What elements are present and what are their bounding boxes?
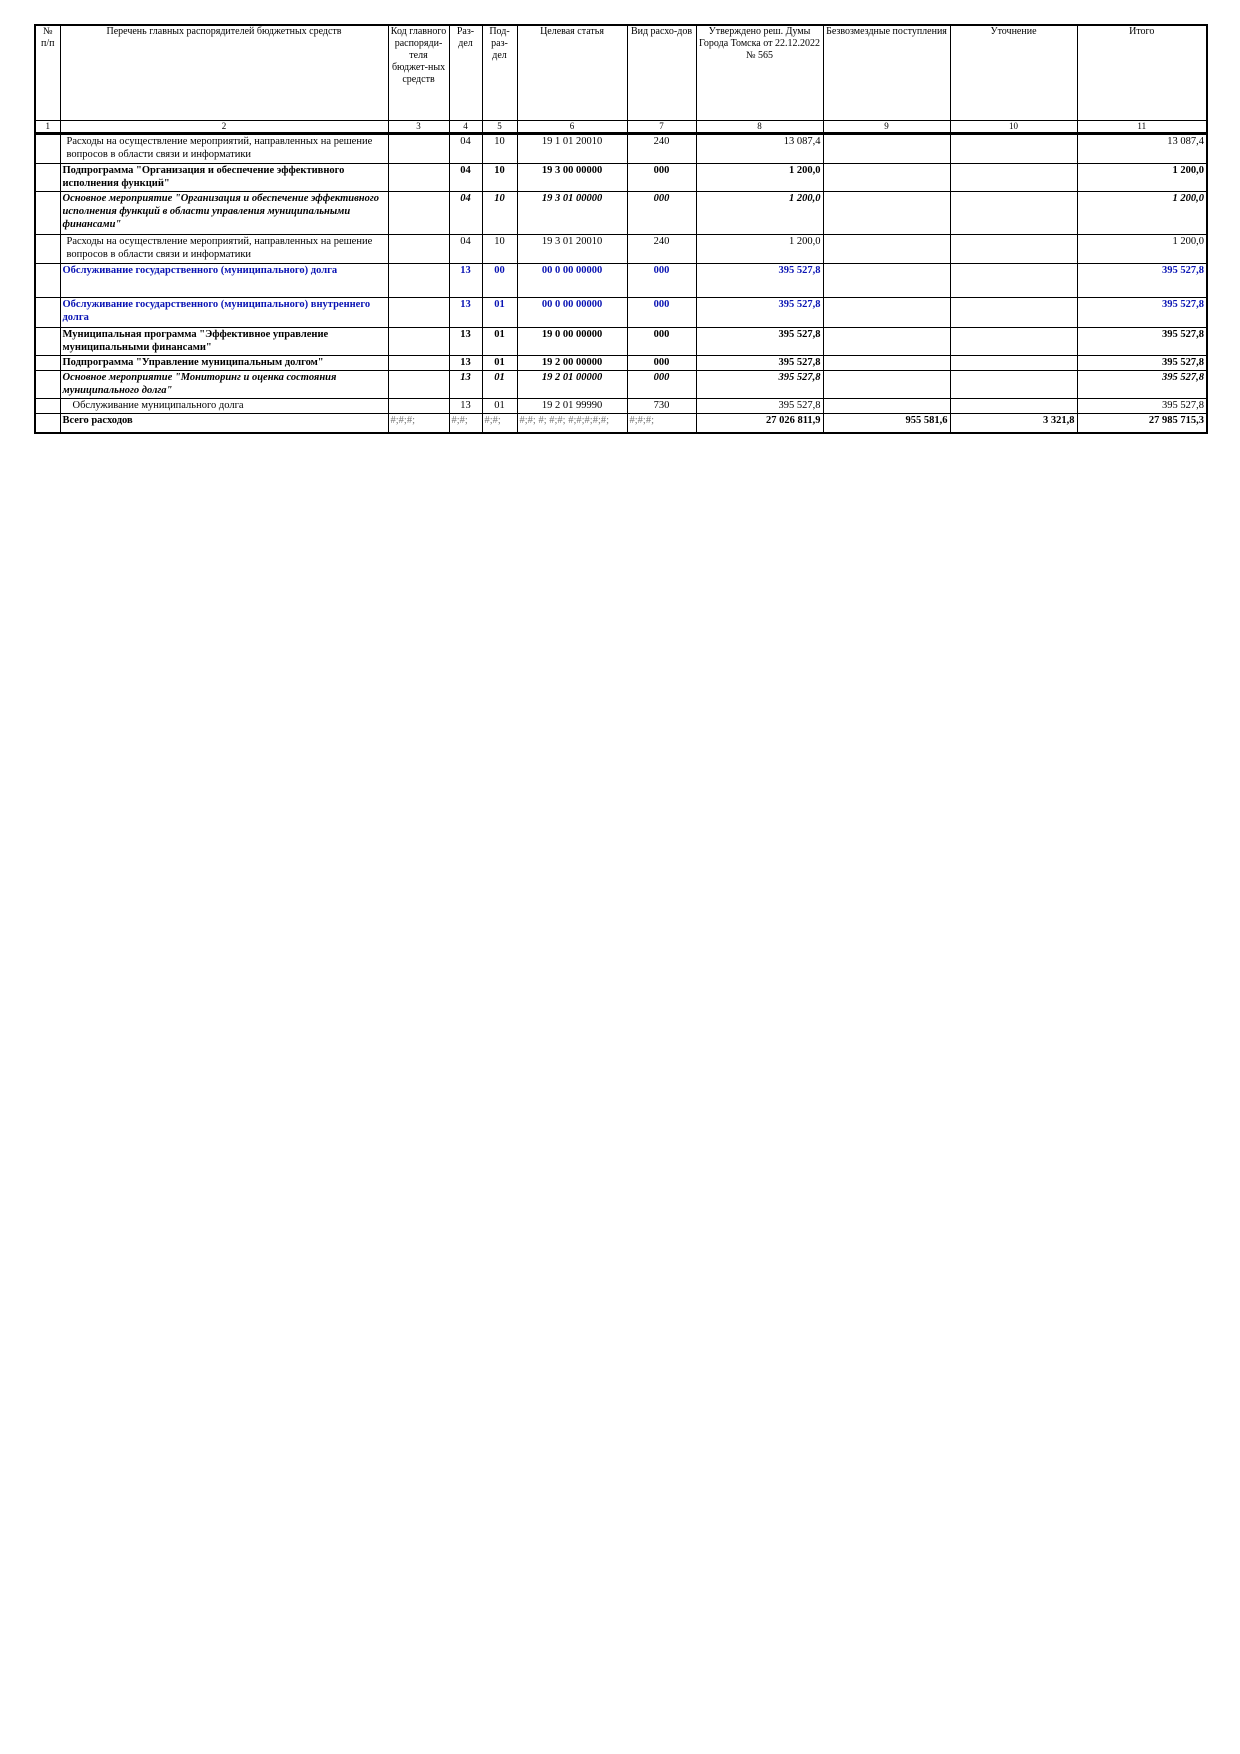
row-expense-type: 000 [627,192,696,235]
row-gratuitous [823,399,950,414]
row-approved: 13 087,4 [696,134,823,164]
row-expense-type: 000 [627,371,696,399]
row-number [35,414,60,434]
row-total: 395 527,8 [1077,356,1207,371]
row-expense-type: 000 [627,264,696,298]
total-section-placeholder: #;#; [449,414,482,434]
row-gratuitous [823,264,950,298]
row-subsection: 01 [482,371,517,399]
total-subsection-placeholder: #;#; [482,414,517,434]
row-code [388,399,449,414]
column-number: 6 [517,121,627,134]
table-row [35,164,1207,192]
row-code [388,356,449,371]
row-subsection: 00 [482,264,517,298]
row-section: 04 [449,134,482,164]
row-total: 395 527,8 [1077,399,1207,414]
row-expense-type: 240 [627,235,696,264]
row-section: 04 [449,164,482,192]
row-approved: 1 200,0 [696,164,823,192]
header-name: Перечень главных распорядителей бюджетных средств [60,25,388,121]
row-subsection: 10 [482,192,517,235]
row-number [35,134,60,164]
row-clarification [950,298,1077,328]
row-code [388,164,449,192]
row-total: 395 527,8 [1077,328,1207,356]
row-expense-type: 000 [627,164,696,192]
column-number: 3 [388,121,449,134]
total-approved: 27 026 811,9 [696,414,823,434]
row-section: 13 [449,264,482,298]
row-clarification [950,371,1077,399]
row-gratuitous [823,328,950,356]
row-section: 13 [449,328,482,356]
row-subsection: 10 [482,134,517,164]
header-target-article: Целевая статья [517,25,627,121]
total-exptype-placeholder: #;#;#; [627,414,696,434]
table-header-row [35,25,1207,121]
row-total: 1 200,0 [1077,235,1207,264]
total-label: Всего расходов [60,414,388,434]
header-number: № п/п [35,25,60,121]
row-target-article: 19 2 00 00000 [517,356,627,371]
row-number [35,164,60,192]
column-number: 4 [449,121,482,134]
row-gratuitous [823,371,950,399]
header-section: Раз-дел [449,25,482,121]
total-sum: 27 985 715,3 [1077,414,1207,434]
table-row [35,371,1207,399]
row-target-article: 19 0 00 00000 [517,328,627,356]
row-section: 13 [449,298,482,328]
row-approved: 1 200,0 [696,235,823,264]
row-clarification [950,235,1077,264]
row-subsection: 01 [482,356,517,371]
row-target-article: 19 1 01 20010 [517,134,627,164]
table-row [35,328,1207,356]
row-name: Обслуживание государственного (муниципального) внутреннего долга [60,298,388,328]
row-number [35,264,60,298]
budget-expenses-table [34,24,1208,434]
total-code-placeholder: #;#;#; [388,414,449,434]
row-total: 1 200,0 [1077,192,1207,235]
row-number [35,371,60,399]
row-approved: 1 200,0 [696,192,823,235]
row-approved: 395 527,8 [696,264,823,298]
row-target-article: 19 2 01 99990 [517,399,627,414]
table-row [35,134,1207,164]
row-approved: 395 527,8 [696,328,823,356]
header-subsection: Под-раз-дел [482,25,517,121]
row-total: 395 527,8 [1077,264,1207,298]
row-name: Муниципальная программа "Эффективное управление муниципальными финансами" [60,328,388,356]
column-number: 10 [950,121,1077,134]
row-number [35,298,60,328]
row-clarification [950,134,1077,164]
row-clarification [950,328,1077,356]
row-section: 13 [449,371,482,399]
row-approved: 395 527,8 [696,371,823,399]
header-code: Код главного распоряди-теля бюджет-ных средств [388,25,449,121]
row-gratuitous [823,164,950,192]
row-approved: 395 527,8 [696,298,823,328]
row-subsection: 01 [482,298,517,328]
row-gratuitous [823,192,950,235]
column-number-row [35,121,1207,134]
row-name: Основное мероприятие "Организация и обеспечение эффективного исполнения функций в области управления муниципальными финансами" [60,192,388,235]
row-number [35,399,60,414]
row-name: Подпрограмма "Организация и обеспечение эффективного исполнения функций" [60,164,388,192]
row-section: 13 [449,399,482,414]
row-code [388,371,449,399]
row-clarification [950,264,1077,298]
row-code [388,264,449,298]
table-row [35,399,1207,414]
header-gratuitous: Безвозмездные поступления [823,25,950,121]
row-subsection: 10 [482,235,517,264]
row-clarification [950,356,1077,371]
row-total: 395 527,8 [1077,371,1207,399]
row-total: 13 087,4 [1077,134,1207,164]
row-section: 04 [449,235,482,264]
row-target-article: 19 3 00 00000 [517,164,627,192]
row-clarification [950,192,1077,235]
total-clarification: 3 321,8 [950,414,1077,434]
row-code [388,298,449,328]
row-section: 04 [449,192,482,235]
header-expense-type: Вид расхо-дов [627,25,696,121]
row-code [388,134,449,164]
row-gratuitous [823,134,950,164]
column-number: 7 [627,121,696,134]
row-total: 395 527,8 [1077,298,1207,328]
total-target-placeholder: #;#; #; #;#; #;#;#;#;#; [517,414,627,434]
header-approved: Утверждено реш. Думы Города Томска от 22.12.2022 № 565 [696,25,823,121]
table-row [35,235,1207,264]
row-subsection: 10 [482,164,517,192]
row-total: 1 200,0 [1077,164,1207,192]
table-row [35,264,1207,298]
row-clarification [950,164,1077,192]
row-number [35,356,60,371]
row-expense-type: 000 [627,298,696,328]
row-expense-type: 730 [627,399,696,414]
row-target-article: 00 0 00 00000 [517,264,627,298]
row-target-article: 19 3 01 00000 [517,192,627,235]
row-name: Обслуживание муниципального долга [60,399,388,414]
column-number: 11 [1077,121,1207,134]
row-subsection: 01 [482,328,517,356]
row-approved: 395 527,8 [696,399,823,414]
row-clarification [950,399,1077,414]
row-code [388,192,449,235]
row-name: Основное мероприятие "Мониторинг и оценка состояния муниципального долга" [60,371,388,399]
row-number [35,192,60,235]
row-code [388,328,449,356]
row-approved: 395 527,8 [696,356,823,371]
column-number: 1 [35,121,60,134]
header-clarification: Уточнение [950,25,1077,121]
total-row [35,414,1207,434]
row-name: Расходы на осуществление мероприятий, направленных на решение вопросов в области связи и информатики [60,134,388,164]
row-expense-type: 000 [627,328,696,356]
table-row [35,356,1207,371]
row-gratuitous [823,235,950,264]
column-number: 5 [482,121,517,134]
column-number: 8 [696,121,823,134]
row-gratuitous [823,298,950,328]
table-row [35,298,1207,328]
row-target-article: 00 0 00 00000 [517,298,627,328]
row-name: Обслуживание государственного (муниципального) долга [60,264,388,298]
row-code [388,235,449,264]
header-total: Итого [1077,25,1207,121]
row-target-article: 19 3 01 20010 [517,235,627,264]
table-row [35,192,1207,235]
total-gratuitous: 955 581,6 [823,414,950,434]
row-gratuitous [823,356,950,371]
row-name: Расходы на осуществление мероприятий, направленных на решение вопросов в области связи и информатики [60,235,388,264]
row-section: 13 [449,356,482,371]
row-name: Подпрограмма "Управление муниципальным долгом" [60,356,388,371]
row-subsection: 01 [482,399,517,414]
row-expense-type: 000 [627,356,696,371]
row-expense-type: 240 [627,134,696,164]
row-target-article: 19 2 01 00000 [517,371,627,399]
column-number: 9 [823,121,950,134]
row-number [35,235,60,264]
column-number: 2 [60,121,388,134]
row-number [35,328,60,356]
